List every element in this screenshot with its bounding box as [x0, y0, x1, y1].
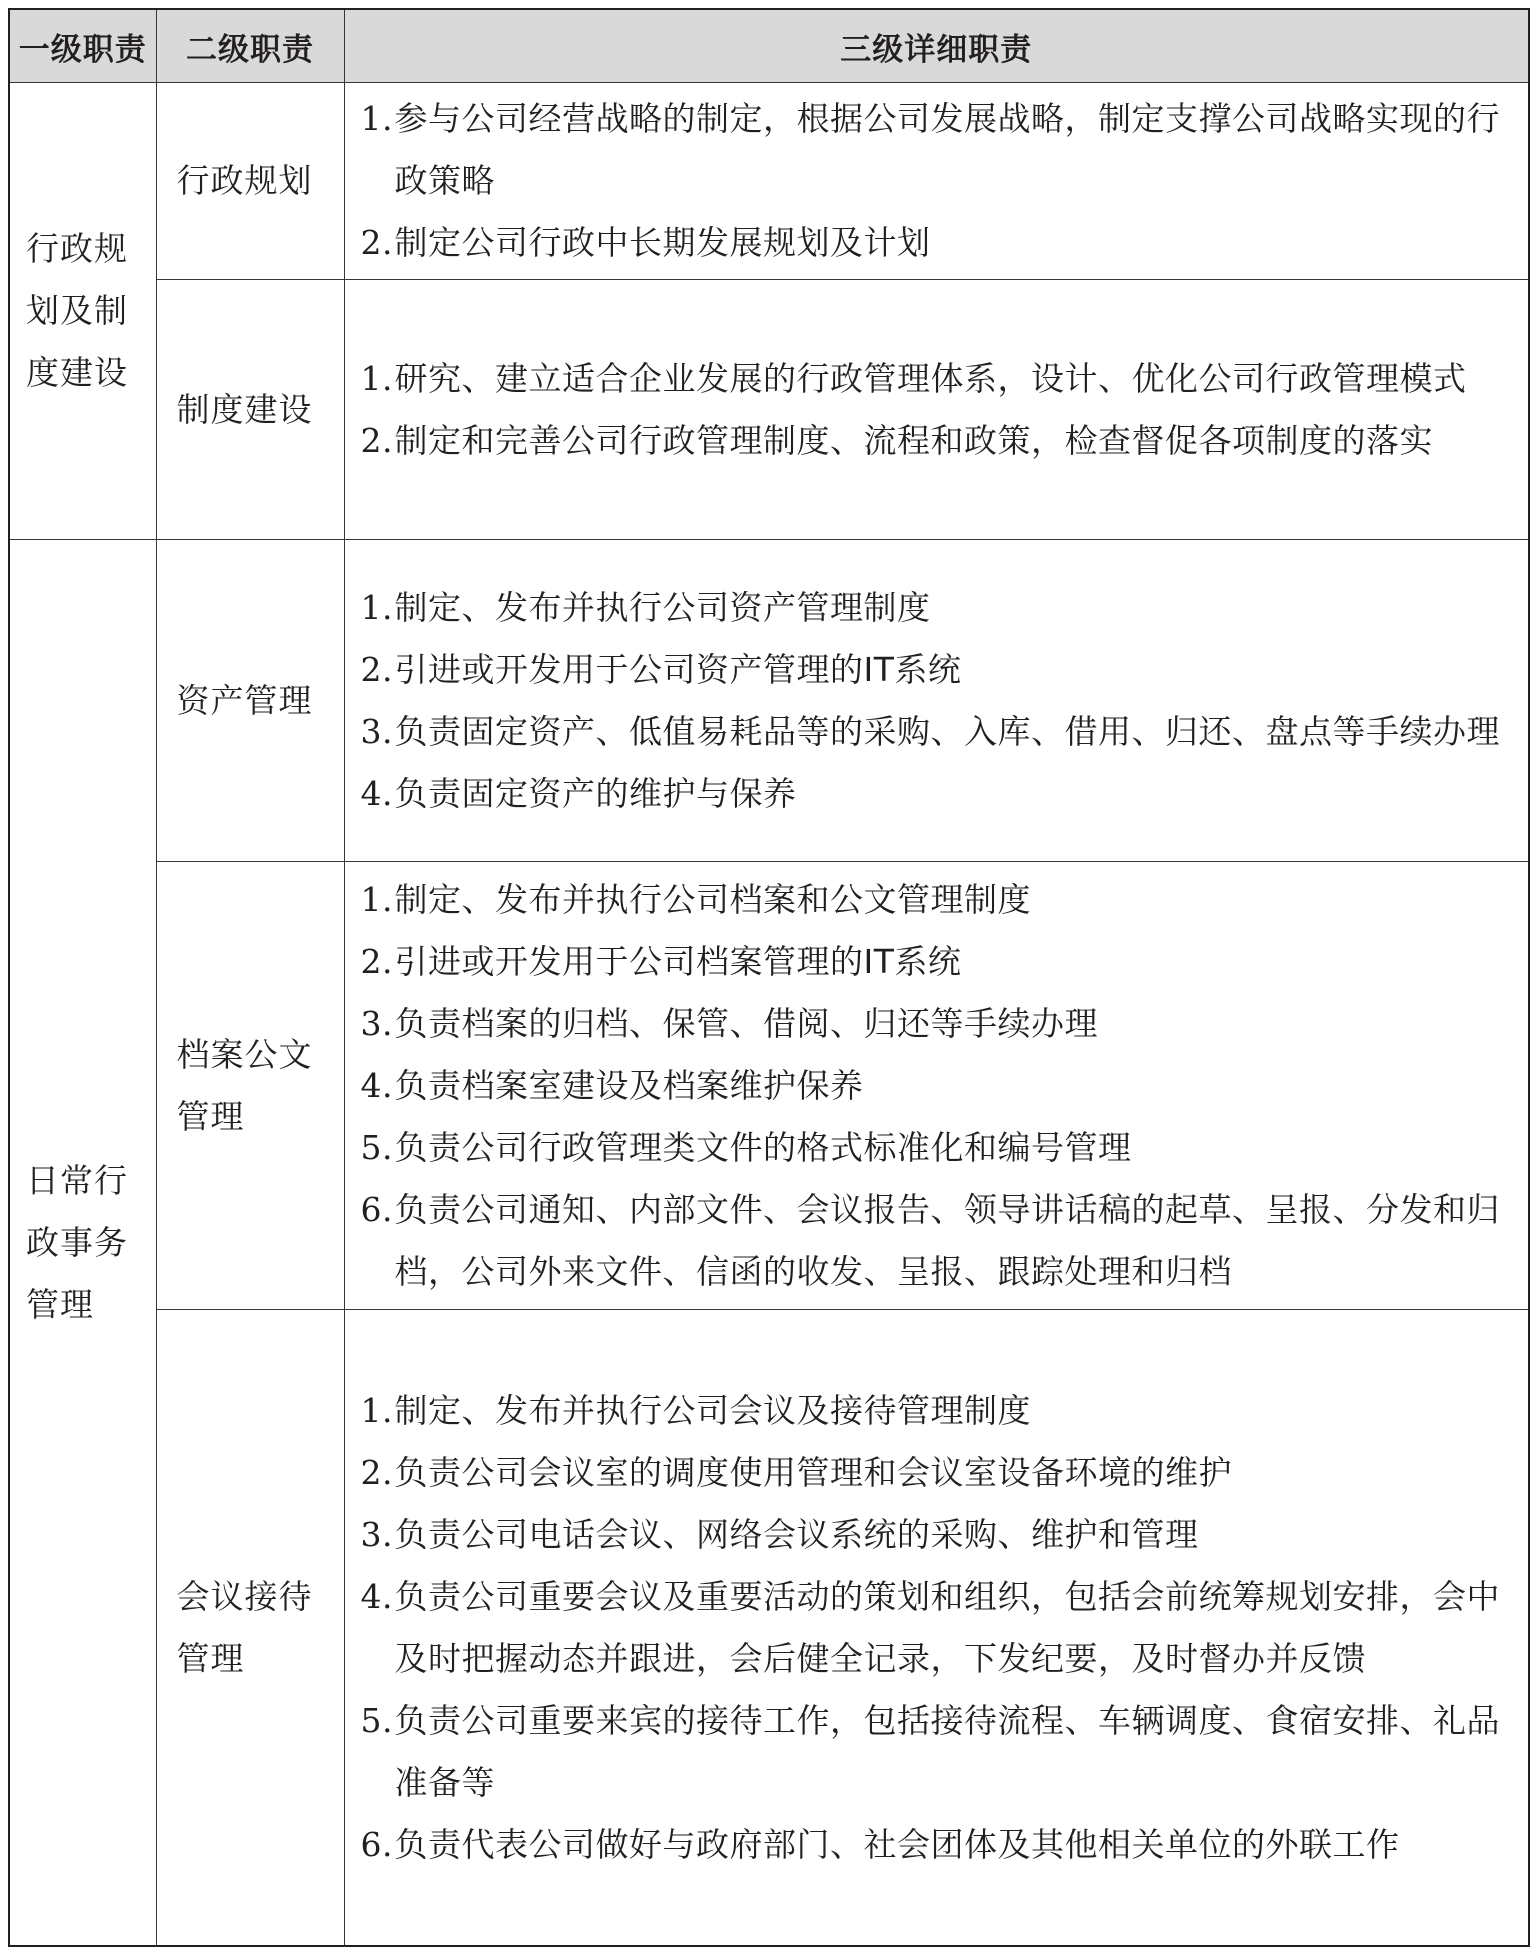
list-item: [361, 1442, 1515, 1504]
detail-archive-management: [344, 862, 1529, 1310]
item-text: 制定和完善公司行政管理制度、流程和政策，检查督促各项制度的落实: [394, 420, 1433, 460]
level1-daily-admin: 日常行政事务管理: [9, 540, 156, 1947]
level1-planning: 行政规划及制度建设: [9, 83, 156, 540]
level2-admin-planning: 行政规划: [156, 83, 344, 280]
duty-table: [8, 8, 1530, 1947]
item-text: 负责公司通知、内部文件、会议报告、领导讲话稿的起草、呈报、分发和归档，公司外来文件、信函的收发、呈报、跟踪处理和归档: [394, 1189, 1500, 1291]
item-number: 2.: [360, 223, 393, 262]
item-number: 4.: [360, 773, 393, 813]
item-number: 2.: [360, 649, 393, 689]
item-number: 6.: [360, 1189, 393, 1229]
item-text: 制定公司行政中长期发展规划及计划: [394, 223, 931, 262]
list-item: [361, 212, 1515, 274]
duty-table-page: [8, 8, 1530, 1947]
item-number: 5.: [360, 1700, 393, 1740]
item-number: 1.: [360, 879, 393, 919]
level2-asset-management: 资产管理: [156, 540, 344, 862]
item-text: 负责公司电话会议、网络会议系统的采购、维护和管理: [394, 1514, 1199, 1554]
list-item: [361, 1814, 1515, 1876]
list-item: [361, 348, 1515, 410]
item-number: 3.: [360, 711, 393, 751]
item-number: 2.: [360, 941, 393, 981]
item-text: 制定、发布并执行公司会议及接待管理制度: [394, 1390, 1031, 1430]
item-text: 负责固定资产的维护与保养: [394, 773, 797, 813]
item-text: 制定、发布并执行公司档案和公文管理制度: [394, 879, 1031, 919]
item-number: 2.: [360, 1452, 393, 1492]
list-item: [361, 639, 1515, 701]
list-item: [361, 869, 1515, 931]
list-item: [361, 88, 1515, 212]
table-row: [9, 862, 1529, 1310]
item-number: 3.: [360, 1514, 393, 1554]
item-number: 1.: [360, 358, 393, 398]
list-item: [361, 1504, 1515, 1566]
item-text: 引进或开发用于公司档案管理的IT系统: [394, 941, 962, 981]
item-text: 负责公司会议室的调度使用管理和会议室设备环境的维护: [394, 1452, 1232, 1492]
list-item: [361, 931, 1515, 993]
list-item: [361, 1566, 1515, 1690]
item-text: 负责公司重要会议及重要活动的策划和组织，包括会前统筹规划安排，会中及时把握动态并跟进，会后健全记录，下发纪要，及时督办并反馈: [394, 1576, 1500, 1678]
table-row: [9, 540, 1529, 862]
list-item: [361, 1690, 1515, 1814]
item-number: 1.: [360, 99, 393, 138]
table-row: [9, 1310, 1529, 1947]
item-number: 1.: [360, 587, 393, 627]
level2-meeting-reception: 会议接待管理: [156, 1310, 344, 1947]
list-item: [361, 1179, 1515, 1303]
item-text: 负责固定资产、低值易耗品等的采购、入库、借用、归还、盘点等手续办理: [394, 711, 1500, 751]
detail-rule-building: [344, 280, 1529, 540]
list-item: [361, 1117, 1515, 1179]
list-item: [361, 993, 1515, 1055]
item-text: 研究、建立适合企业发展的行政管理体系，设计、优化公司行政管理模式: [394, 358, 1467, 398]
list-item: [361, 410, 1515, 472]
item-text: 负责公司行政管理类文件的格式标准化和编号管理: [394, 1127, 1132, 1167]
item-number: 5.: [360, 1127, 393, 1167]
detail-admin-planning: [344, 83, 1529, 280]
list-item: [361, 1055, 1515, 1117]
item-number: 4.: [360, 1065, 393, 1105]
item-text: 负责公司重要来宾的接待工作，包括接待流程、车辆调度、食宿安排、礼品准备等: [394, 1700, 1500, 1802]
item-text: 制定、发布并执行公司资产管理制度: [394, 587, 931, 627]
level2-rule-building: 制度建设: [156, 280, 344, 540]
table-row: [9, 280, 1529, 540]
table-row: [9, 83, 1529, 280]
list-item: [361, 763, 1515, 825]
item-number: 3.: [360, 1003, 393, 1043]
header-row: [9, 9, 1529, 83]
item-text: 负责代表公司做好与政府部门、社会团体及其他相关单位的外联工作: [394, 1824, 1400, 1864]
list-item: [361, 577, 1515, 639]
header-level1: 一级职责: [9, 9, 156, 83]
item-number: 6.: [360, 1824, 393, 1864]
level2-archive-management: 档案公文管理: [156, 862, 344, 1310]
list-item: [361, 1380, 1515, 1442]
item-text: 负责档案室建设及档案维护保养: [394, 1065, 864, 1105]
detail-asset-management: [344, 540, 1529, 862]
item-number: 2.: [360, 420, 393, 460]
detail-meeting-reception: [344, 1310, 1529, 1947]
header-level2: 二级职责: [156, 9, 344, 83]
item-number: 1.: [360, 1390, 393, 1430]
item-number: 4.: [360, 1576, 393, 1616]
header-level3: 三级详细职责: [344, 9, 1529, 83]
item-text: 参与公司经营战略的制定，根据公司发展战略，制定支撑公司战略实现的行政策略: [394, 99, 1500, 200]
item-text: 负责档案的归档、保管、借阅、归还等手续办理: [394, 1003, 1098, 1043]
item-text: 引进或开发用于公司资产管理的IT系统: [394, 649, 962, 689]
list-item: [361, 701, 1515, 763]
